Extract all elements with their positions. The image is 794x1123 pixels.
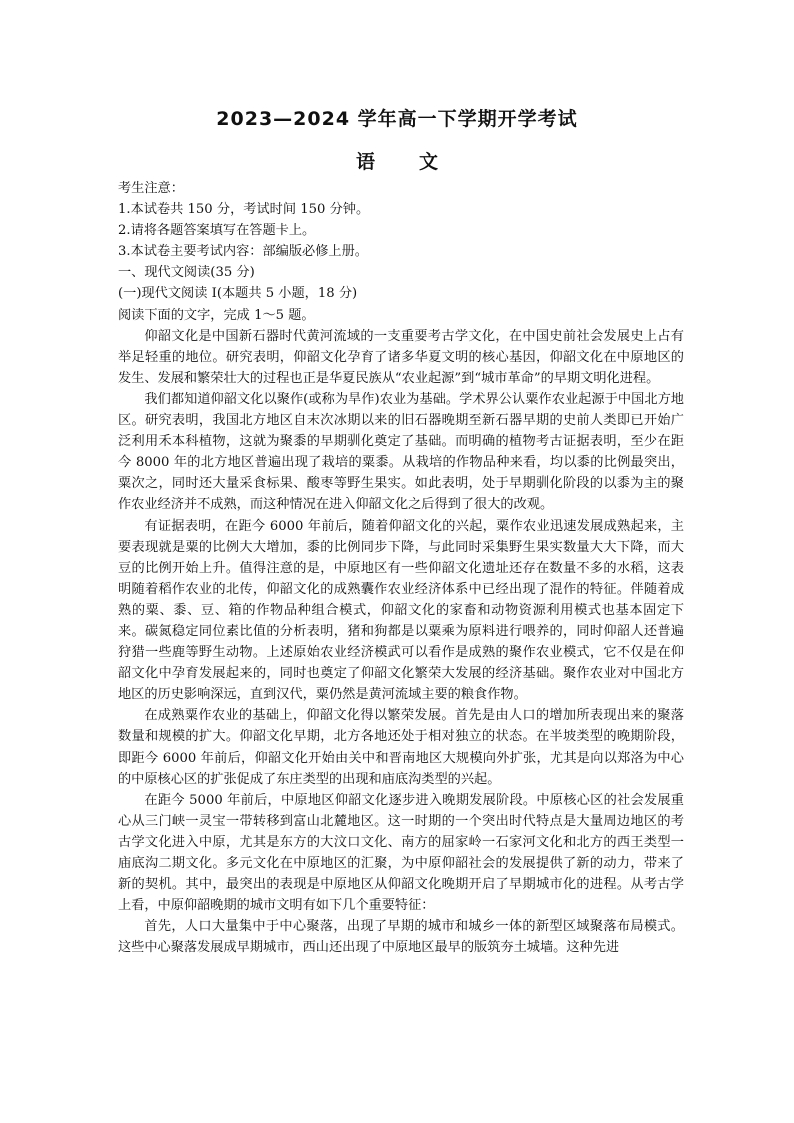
article-paragraph: 仰韶文化是中国新石器时代黄河流域的一支重要考古学文化，在中国史前社会发展史上占有举足轻重的地位。研究表明，仰韶文化孕育了诸多华夏文明的核心基因，仰韶文化在中原地区的发生、发展和繁荣壮大的过程也正是华夏民族从“农业起源”到“城市革命”的早期文明化进程。 [118, 328, 684, 386]
note-item: 1.本试卷共 150 分，考试时间 150 分钟。 [118, 202, 370, 218]
article-paragraph: 我们都知道仰韶文化以聚作(或称为旱作)农业为基础。学术界公认粟作农业起源于中国北方地区。研究表明，我国北方地区自末次冰期以来的旧石器晚期至新石器早期的史前人类即已开始广泛利用禾本科植物，这就为聚黍的早期驯化奠定了基础。而明确的植物考古证据表明，至少在距今 8000 年的北方地区普遍出现了栽培的粟黍。从栽培的作物品种来看，均以黍的比例最突出，粟次之，同时还大量采食标果、酸枣等野生果实。如此表明，处于早期驯化阶段的以黍为主的聚作农业经济并不成熟，而这种情况在进入仰韶文化之后得到了很大的改观。 [118, 391, 684, 513]
exam-content [118, 178, 684, 958]
section-heading: 一、现代文阅读(35 分) [118, 265, 255, 281]
note-item: 3.本试卷主要考试内容：部编版必修上册。 [118, 244, 368, 260]
article-paragraph: 首先，人口大量集中于中心聚落，出现了早期的城市和城乡一体的新型区域聚落布局模式。这些中心聚落发展成早期城市，西山还出现了中原地区最早的版筑夯土城墙。这种先进 [118, 919, 684, 956]
section-subheading: (一)现代文阅读 I(本题共 5 小题，18 分) [118, 286, 358, 302]
subject-title: 语文 [355, 151, 482, 173]
exam-title: 2023—2024 学年高一下学期开学考试 [216, 108, 578, 130]
notes-heading: 考生注意： [118, 181, 184, 196]
reading-instruction: 阅读下面的文字，完成 1～5 题。 [118, 307, 315, 323]
article-paragraph: 在成熟粟作农业的基础上，仰韶文化得以繁荣发展。首先是由人口的增加所表现出来的聚落数量和规模的扩大。仰韶文化早期，北方各地还处于相对独立的状态。在半坡类型的晚期阶段，即距今 6000 年前后，仰韶文化开始由关中和晋南地区大规模向外扩张，尤其是向以郑洛为中心的中原核心区的扩张促成了东庄类型的出现和庙底沟类型的兴起。 [118, 708, 684, 787]
article-paragraph: 在距今 5000 年前后，中原地区仰韶文化逐步进入晚期发展阶段。中原核心区的社会发展重心从三门峡一灵宝一带转移到富山北麓地区。这一时期的一个突出时代特点是大量周边地区的考古学文化进入中原，尤其是东方的大汶口文化、南方的屈家岭一石家河文化和北方的西王类型一庙底沟二期文化。多元文化在中原地区的汇聚，为中原仰韶社会的发展提供了新的动力，带来了新的契机。其中，最突出的表现是中原地区从仰韶文化晚期开启了早期城市化的进程。从考古学上看，中原仰韶晚期的城市文明有如下几个重要特征： [118, 792, 684, 914]
note-item: 2.请将各题答案填写在答题卡上。 [118, 223, 316, 239]
article-paragraph: 有证据表明，在距今 6000 年前后，随着仰韶文化的兴起，粟作农业迅速发展成熟起来，主要表现就是粟的比例大大增加，黍的比例同步下降，与此同时采集野生果实数量大大下降，而大豆的比例开始上升。值得注意的是，中原地区有一些仰韶文化遗址还存在数量不多的水稻，这表明随着稻作农业的北传，仰韶文化的成熟囊作农业经济体系中已经出现了混作的特征。伴随着成熟的粟、黍、豆、箱的作物品种组合模式，仰韶文化的家畜和动物资源利用模式也基本固定下来。碳氮稳定同位素比值的分析表明，猪和狗都是以粟乘为原料进行喂养的，同时仰韶人还普遍狩猎一些鹿等野生动物。上述原始农业经济模武可以看作是成熟的聚作农业模式，它不仅是在仰韶文化中孕育发展起来的，同时也奠定了仰韶文化繁荣大发展的经济基础。聚作农业对中国北方地区的历史影响深远，直到汉代，粟仍然是黄河流域主要的粮食作物。 [118, 518, 684, 703]
